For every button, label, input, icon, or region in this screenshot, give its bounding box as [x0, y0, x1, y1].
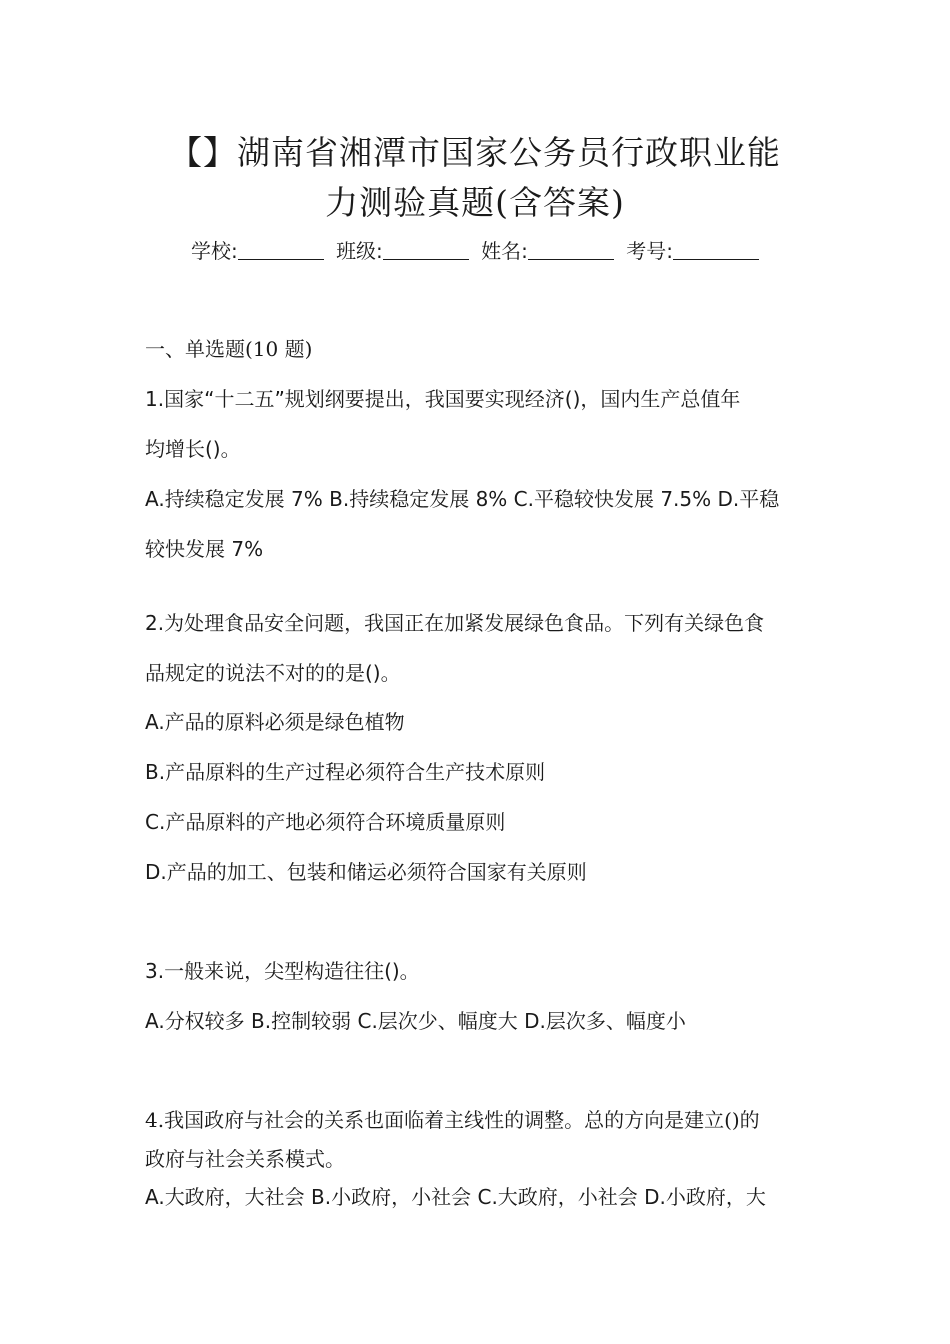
- question-2-line-1: 2.为处理食品安全问题，我国正在加紧发展绿色食品。下列有关绿色食: [145, 611, 765, 635]
- name-label: 姓名:: [481, 239, 528, 263]
- document-title: [120, 128, 830, 228]
- school-field: [191, 239, 324, 263]
- question-3-line-1: 3.一般来说，尖型构造往往()。: [145, 959, 420, 983]
- question-4-line-1: 4.我国政府与社会的关系也面临着主线性的调整。总的方向是建立()的: [145, 1108, 760, 1132]
- class-blank: [383, 239, 469, 260]
- question-4-options: A.大政府，大社会 B.小政府，小社会 C.大政府，小社会 D.小政府，大: [145, 1185, 766, 1209]
- question-1-line-2: 均增长()。: [145, 437, 241, 461]
- name-field: [481, 239, 614, 263]
- question-2-option-b: B.产品原料的生产过程必须符合生产技术原则: [145, 760, 546, 784]
- title-line-2: 力测验真题(含答案): [325, 183, 625, 222]
- question-1-options-line-1: A.持续稳定发展 7% B.持续稳定发展 8% C.平稳较快发展 7.5% D.平稳: [145, 487, 780, 511]
- question-2-line-2: 品规定的说法不对的的是()。: [145, 661, 401, 685]
- question-2-option-d: D.产品的加工、包装和储运必须符合国家有关原则: [145, 860, 587, 884]
- question-3-options: A.分权较多 B.控制较弱 C.层次少、幅度大 D.层次多、幅度小: [145, 1009, 686, 1033]
- question-2-option-a: A.产品的原料必须是绿色植物: [145, 710, 405, 734]
- question-1-options-line-2: 较快发展 7%: [145, 537, 264, 561]
- title-line-1: 【】湖南省湘潭市国家公务员行政职业能: [169, 133, 781, 172]
- exam-no-blank: [673, 239, 759, 260]
- class-field: [336, 239, 469, 263]
- question-2-option-c: C.产品原料的产地必须符合环境质量原则: [145, 810, 506, 834]
- exam-no-label: 考号:: [626, 239, 674, 263]
- class-label: 班级:: [336, 239, 383, 263]
- name-blank: [528, 239, 614, 260]
- school-label: 学校:: [190, 239, 238, 263]
- section-heading: 一、单选题(10 题): [145, 337, 313, 361]
- exam-no-field: [626, 239, 759, 263]
- student-info-row: [0, 234, 950, 268]
- school-blank: [238, 239, 324, 260]
- question-1-line-1: 1.国家“十二五”规划纲要提出，我国要实现经济()，国内生产总值年: [145, 387, 741, 411]
- question-4-line-2: 政府与社会关系模式。: [145, 1147, 345, 1171]
